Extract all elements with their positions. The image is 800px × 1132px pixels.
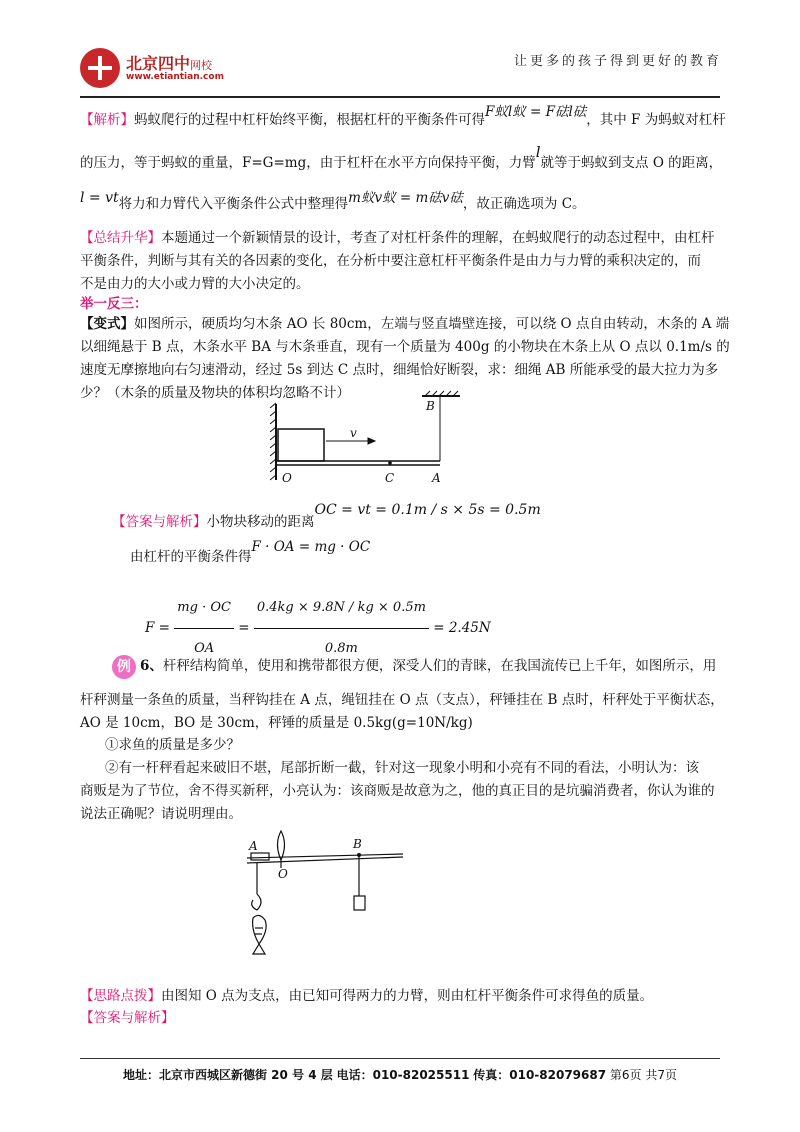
analysis-line-2 [80, 143, 723, 173]
analysis-tag: 【解析】 [80, 112, 134, 128]
example6-line-1 [140, 656, 716, 676]
equation-f-lhs: F = [145, 620, 170, 636]
hint-tag: 【思路点拨】 [80, 988, 161, 1004]
answer-text: 小物块移动的距离 [206, 514, 315, 530]
analysis-text: ，其中 F 为蚂蚁对杠杆 [586, 112, 726, 128]
hint-text: 由图知 O 点为支点，由已知可得两力的力臂，则由杠杆平衡条件可求得鱼的质量。 [161, 988, 654, 1004]
analysis-line-3 [80, 190, 586, 214]
question-1: ①求鱼的质量是多少？ [105, 737, 240, 753]
label-o: O [282, 471, 292, 485]
fraction-denominator: OA [194, 641, 215, 656]
logo-emblem-icon [80, 48, 120, 88]
variant-line-3: 速度无摩擦地向右匀速滑动，经过 5s 到达 C 点时，细绳恰好断裂，求：细绳 AB 所能承受的最大拉力为多 [80, 362, 719, 378]
lever-block-diagram [260, 388, 470, 490]
footer-address: 地址：北京市西城区新德街 20 号 4 层 [123, 1068, 333, 1082]
summary-line-2: 平衡条件，判断与其有关的各因素的变化，在分析中要注意杠杆平衡条件是由力与力臂的乘积决定的，而 [80, 253, 701, 269]
label-c: C [385, 471, 395, 485]
answer-tag: 【答案与解析】 [112, 514, 207, 530]
lever-arm-symbol: l [535, 143, 541, 161]
header-divider [80, 96, 720, 98]
footer [80, 1066, 720, 1083]
analysis-text: 将力和力臂代入平衡条件公式中整理得 [118, 196, 349, 212]
logo-suffix: 网校 [190, 59, 213, 72]
equation-l-vt: l = vt [80, 190, 119, 206]
label-a: A [432, 471, 441, 485]
summary-text: 本题通过一个新颖情景的设计，考查了对杠杆条件的理解，在蚂蚁爬行的动态过程中，由杠杆 [161, 230, 715, 246]
analysis-text: ，故正确选项为 C。 [462, 196, 586, 212]
answer-line-2 [130, 539, 371, 567]
equation-balance-speed: m蚁v蚁 = m砝v砝 [348, 190, 463, 206]
analysis-line-1 [80, 104, 726, 130]
answer-formula: F = $\frac{mg \cdot OC}{OA}$ = $\frac{0.4kg \times 9.8N / kg \times 0.5m}{0.8m}$ = 2.45N [145, 588, 491, 669]
variant-line-2: 以细绳悬于 B 点，木条水平 BA 与木条垂直，现有一个质量为 400g 的小物块在木条上从 O 点以 0.1m/s 的 [80, 339, 730, 355]
question-2-line-2: 商贩是为了节位，舍不得买新秤，小亮认为：该商贩是故意为之，他的真正目的是坑骗消费者，你认为谁的 [80, 783, 715, 799]
fraction-numerator: 0.4kg × 9.8N / kg × 0.5m [254, 588, 429, 629]
analysis-text: 就等于蚂蚁到支点 O 的距离， [540, 155, 723, 171]
answer2-tag: 【答案与解析】 [80, 1010, 175, 1026]
equation-f-result: = 2.45N [433, 620, 491, 636]
example-badge: 例 [112, 655, 136, 679]
equation-balance-ant: F蚁l蚁 = F砝l砝 [485, 104, 587, 120]
example6-line-3: AO 是 10cm，BO 是 30cm，秤锤的质量是 0.5kg(g=10N/kg) [80, 715, 473, 731]
header-slogan: 让更多的孩子得到更好的教育 [513, 54, 722, 69]
footer-phone: 电话：010-82025511 [336, 1068, 470, 1082]
equation-oc: OC = vt = 0.1m / s × 5s = 0.5m [314, 502, 541, 518]
fraction-numerator: mg · OC [174, 588, 234, 629]
analysis-text: 蚂蚁爬行的过程中杠杆始终平衡，根据杠杆的平衡条件可得 [134, 112, 485, 128]
label-b: B [353, 837, 362, 851]
logo [80, 48, 280, 94]
example-number: 6、 [140, 658, 163, 674]
label-a: A [249, 839, 258, 853]
example-text: 杆秤结构简单，使用和携带都很方便，深受人们的青睐，在我国流传已上千年，如图所示，用 [162, 658, 717, 674]
analysis-text: 的压力，等于蚂蚁的重量，F=G=mg，由于杠杆在水平方向保持平衡，力臂 [80, 155, 536, 171]
steelyard-diagram [245, 826, 407, 962]
label-b: B [426, 399, 435, 413]
label-o: O [278, 867, 288, 881]
summary-tag: 【总结升华】 [80, 230, 161, 246]
variant-text: 如图所示，硬质均匀木条 AO 长 80cm，左端与竖直墙壁连接，可以绕 O 点自由转动，木条的 A 端 [134, 316, 730, 332]
hint-line [80, 986, 653, 1006]
example6-line-2: 杆秤测量一条鱼的质量，当秤钩挂在 A 点，绳钮挂在 O 点（支点），秤锤挂在 B 点时，杆秤处于平衡状态， [80, 692, 724, 708]
footer-page: 第6页 共7页 [609, 1068, 677, 1082]
equation-balance: F · OA = mg · OC [251, 539, 371, 555]
question-2-line-3: 说法正确呢？请说明理由。 [80, 806, 242, 822]
juyi-heading: 举一反三： [80, 296, 148, 312]
question-2-line-1: ②有一杆秤看起来破旧不堪，尾部折断一截，针对这一现象小明和小亮有不同的看法，小明认为：该 [105, 760, 699, 776]
summary-line-3: 不是由力的大小或力臂的大小决定的。 [80, 276, 310, 292]
logo-name: 北京四中 [126, 54, 191, 73]
variant-line-1 [80, 314, 729, 334]
fraction-denominator: 0.8m [324, 641, 358, 656]
answer-line-1 [112, 502, 541, 532]
footer-divider [80, 1058, 720, 1059]
logo-url: www.etiantian.com [126, 72, 224, 82]
variant-tag: 【变式】 [80, 316, 134, 332]
summary-line-1 [80, 228, 715, 248]
answer-text: 由杠杆的平衡条件得 [130, 549, 252, 565]
footer-fax: 传真：010-82079687 [473, 1068, 607, 1082]
variant-line-4: 少？（木条的质量及物块的体积均忽略不计） [80, 385, 350, 401]
label-v: v [350, 426, 357, 440]
